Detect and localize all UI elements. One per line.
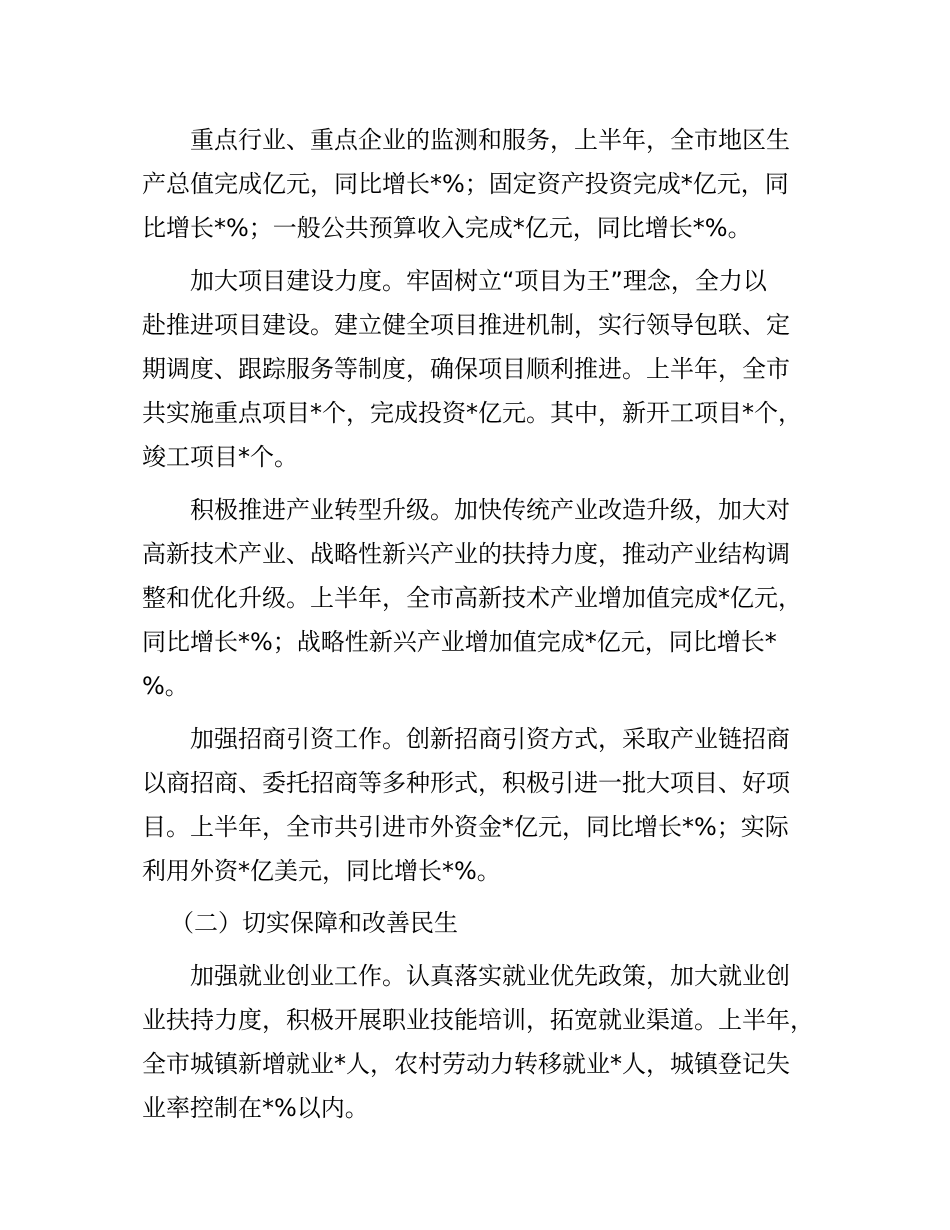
paragraph-line: 高新技术产业、战略性新兴产业的扶持力度，推动产业结构调 <box>142 539 790 568</box>
paragraph-line: 以商招商、委托招商等多种形式，积极引进一批大项目、好项 <box>142 768 790 797</box>
paragraph-line: 加强招商引资工作。创新招商引资方式，采取产业链招商 <box>190 724 790 753</box>
paragraph-line: 重点行业、重点企业的监测和服务，上半年，全市地区生 <box>190 126 790 154</box>
paragraph-line: 加大项目建设力度。牢固树立“项目为王”理念，全力以 <box>190 266 767 295</box>
paragraph-line: 加强就业创业工作。认真落实就业优先政策，加大就业创 <box>190 961 790 990</box>
paragraph-line: 期调度、跟踪服务等制度，确保项目顺利推进。上半年，全市 <box>142 355 790 384</box>
paragraph-employment <box>142 954 834 1131</box>
paragraph-line: 业率控制在*%以内。 <box>142 1094 369 1123</box>
paragraph-line: 同比增长*%；战略性新兴产业增加值完成*亿元，同比增长* <box>142 628 777 657</box>
paragraph-line: 目。上半年，全市共引进市外资金*亿元，同比增长*%；实际 <box>142 813 789 842</box>
paragraph-line: 共实施重点项目*个，完成投资*亿元。其中，新开工项目*个， <box>142 399 802 428</box>
section-heading: （二）切实保障和改善民生 <box>170 909 458 938</box>
paragraph-line: 业扶持力度，积极开展职业技能培训，拓宽就业渠道。上半年， <box>142 1005 814 1034</box>
paragraph-project-construction <box>142 259 834 480</box>
paragraph-line: 产总值完成亿元，同比增长*%；固定资产投资完成*亿元，同 <box>142 170 789 199</box>
paragraph-line: 利用外资*亿美元，同比增长*%。 <box>142 857 501 886</box>
paragraph-line: 赴推进项目建设。建立健全项目推进机制，实行领导包联、定 <box>142 310 790 339</box>
paragraph-investment-attraction <box>142 717 834 894</box>
paragraph-line: 竣工项目*个。 <box>142 443 298 472</box>
paragraph-line: 比增长*%；一般公共预算收入完成*亿元，同比增长*%。 <box>142 214 752 243</box>
paragraph-line: 积极推进产业转型升级。加快传统产业改造升级，加大对 <box>190 495 790 524</box>
paragraph-line: 整和优化升级。上半年，全市高新技术产业增加值完成*亿元， <box>142 584 802 613</box>
document-body <box>142 118 834 1138</box>
paragraph-line: %。 <box>142 672 189 701</box>
paragraph-line: 全市城镇新增就业*人，农村劳动力转移就业*人，城镇登记失 <box>142 1050 790 1079</box>
paragraph-economic-monitoring <box>142 118 834 251</box>
paragraph-industrial-upgrade <box>142 488 834 709</box>
